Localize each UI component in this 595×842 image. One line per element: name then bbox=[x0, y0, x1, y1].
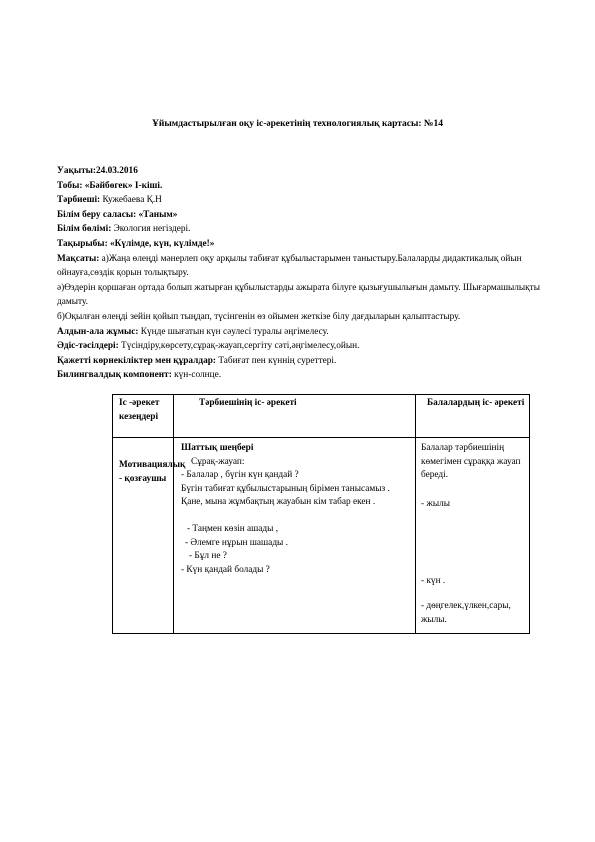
info-line-methods bbox=[57, 339, 557, 354]
stage-label: Мотивациялық - қозғаушы bbox=[119, 460, 186, 484]
info-label: Мақсаты: bbox=[57, 253, 100, 264]
teacher-activity bbox=[181, 442, 407, 577]
info-line-area bbox=[57, 208, 557, 223]
page-title: Ұйымдастырылған оқу іс-әрекетінің технологиялық картасы: №14 bbox=[152, 119, 443, 129]
info-line-section bbox=[57, 222, 557, 237]
info-label: Билингвалдық компонент: bbox=[57, 370, 172, 381]
info-label: Білім беру саласы: bbox=[57, 209, 137, 220]
header-children: Балалардың іс- әрекеті bbox=[427, 398, 525, 408]
info-line-goal-a bbox=[57, 252, 557, 281]
spacer bbox=[181, 510, 407, 523]
table-divider bbox=[113, 437, 529, 438]
info-line-group bbox=[57, 179, 557, 194]
teacher-line: - Таңмен көзін ашады , bbox=[187, 523, 279, 534]
info-line-date bbox=[57, 164, 557, 179]
info-value: Күнде шығатын күн сәулесі туралы әңгімелесу. bbox=[138, 326, 329, 337]
teacher-line: Сұрақ-жауап: bbox=[191, 456, 245, 467]
children-answer: - дөңгелек,үлкен,сары, жылы. bbox=[421, 601, 511, 625]
teacher-line: Қане, мына жұмбақтың жауабын кім табар екен . bbox=[181, 497, 376, 508]
info-value: Экология негіздері. bbox=[111, 224, 191, 235]
info-value: 24.03.2016 bbox=[96, 166, 138, 176]
info-line-prework bbox=[57, 325, 557, 340]
info-line-goal-b bbox=[57, 281, 557, 310]
teacher-line: - Балалар , бүгін күн қандай ? bbox=[181, 470, 299, 481]
info-value: «Күлімде, күн, күлімде!» bbox=[107, 238, 215, 249]
teacher-line: - Бұл не ? bbox=[189, 551, 227, 562]
info-value: ә)Өздерін қоршаған ортада болып жатырған құбылыстарды ажырата білуге қызығушылығын дамыту. Шығармашылықты дамыту. bbox=[57, 282, 540, 308]
info-line-topic bbox=[57, 237, 557, 252]
info-label: Әдіс-тәсілдері: bbox=[57, 341, 119, 352]
table-divider bbox=[173, 395, 174, 633]
teacher-line: - Күн қандай болады ? bbox=[181, 564, 270, 575]
info-value: Табиғат пен күннің суреттері. bbox=[216, 355, 337, 366]
info-label: Алдын-ала жұмыс: bbox=[57, 326, 139, 337]
info-label: Уақыты: bbox=[57, 166, 97, 176]
activity-table bbox=[112, 394, 530, 634]
table-divider bbox=[415, 395, 416, 633]
info-label: Тәрбиеші: bbox=[57, 195, 101, 206]
children-answer: - күн . bbox=[421, 576, 446, 586]
teacher-line: Бүгін табиғат құбылыстарының бірімен танысамыз . bbox=[181, 483, 390, 494]
info-label: Тақырыбы: bbox=[57, 238, 108, 249]
teacher-line: - Әлемге нұрын шашады . bbox=[185, 537, 288, 548]
children-intro: Балалар тәрбиешінің көмегімен сұраққа жауап береді. bbox=[421, 443, 521, 481]
info-line-materials bbox=[57, 354, 557, 369]
info-value: Кужебаева Қ.Н bbox=[100, 195, 162, 206]
info-value: күн-солнце. bbox=[171, 370, 222, 381]
info-value: «Таным» bbox=[136, 209, 178, 220]
info-label: Қажетті көрнекіліктер мен құралдар: bbox=[57, 355, 216, 366]
info-line-teacher bbox=[57, 193, 557, 208]
info-value: а)Жаңа өлеңді мәнерлеп оқу арқылы табиғат құбылыстарымен таныстыру.Балаларды дидактикалық ойын ойнауға,сөздік қорын толықтыру. bbox=[57, 253, 522, 279]
info-line-goal-c bbox=[57, 310, 557, 325]
header-info bbox=[57, 164, 557, 383]
header-teacher: Тәрбиешінің іс- әрекеті bbox=[199, 398, 297, 408]
info-value: «Бәйбөгек» I-кіші. bbox=[82, 180, 163, 191]
teacher-title: Шаттық шеңбері bbox=[181, 443, 254, 453]
info-value: б)Оқылған өлеңді зейін қойып тыңдап, түсінгенін өз ойымен жеткізе білу дағдыларын қалыптастыру. bbox=[57, 311, 461, 322]
info-line-bilingual bbox=[57, 368, 557, 383]
info-label: Тобы: bbox=[57, 180, 83, 191]
header-stages: Іс -әрекет кезеңдері bbox=[119, 398, 160, 422]
info-label: Білім бөлімі: bbox=[57, 224, 112, 235]
children-answer: - жылы bbox=[421, 499, 450, 509]
info-value: Түсіндіру,көрсету,сұрақ-жауап,сергіту сәті,әңгімелесу,ойын. bbox=[118, 341, 360, 352]
